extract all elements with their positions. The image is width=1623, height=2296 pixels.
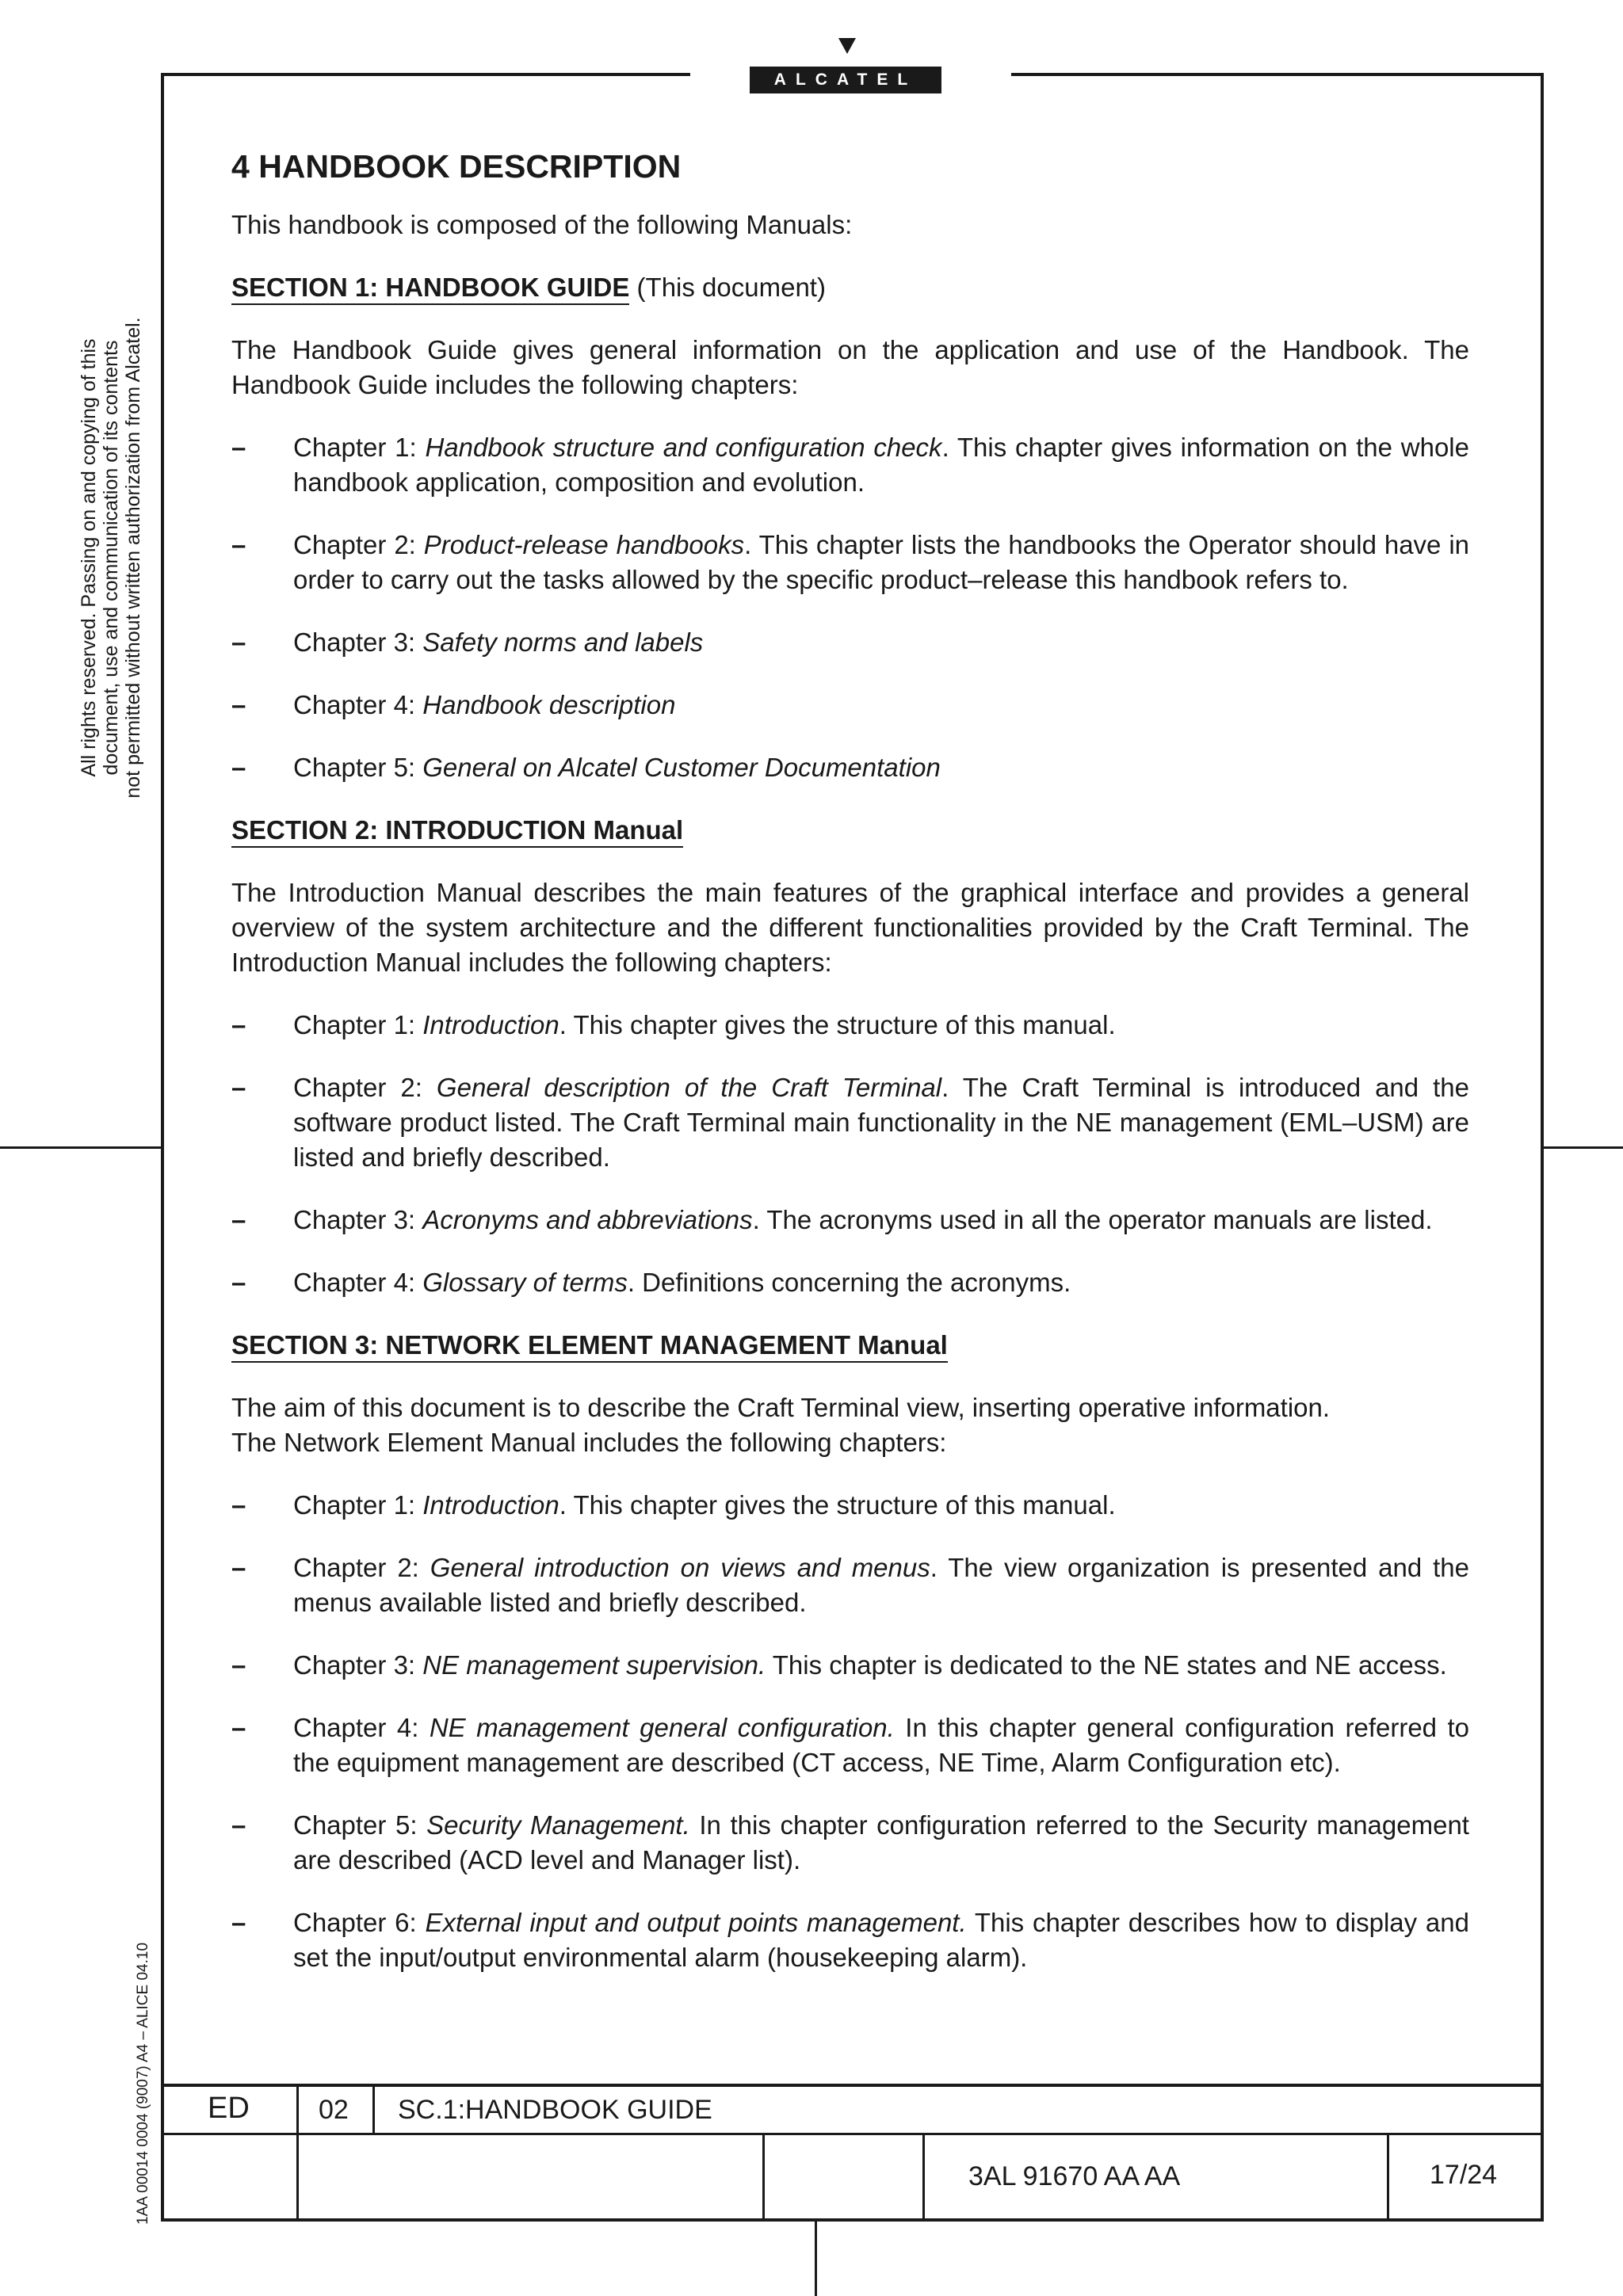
chapter-title: Introduction: [422, 1010, 559, 1039]
doc-code: 1AA 00014 0004 (9007) A4 – ALICE 04.10: [135, 1942, 151, 2225]
chapter-label: Chapter 5:: [293, 1810, 427, 1840]
binding-mark-bottom: [815, 2220, 817, 2296]
bullet-dash: –: [231, 627, 246, 657]
section-3-header: [231, 1328, 1469, 1363]
chapter-text: . The acronyms used in all the operator manuals are listed.: [752, 1205, 1433, 1234]
chapter-title: Security Management.: [426, 1810, 690, 1840]
chapter-title: Safety norms and labels: [422, 627, 704, 657]
chapter-item: [231, 1008, 1469, 1043]
bullet-dash: –: [231, 1268, 246, 1297]
section-3-chapters: [231, 1488, 1469, 1975]
chapter-title: Introduction: [422, 1490, 559, 1520]
chapter-item: [231, 1070, 1469, 1175]
chapter-text: . This chapter gives the structure of this manual.: [559, 1490, 1116, 1520]
chapter-text: This chapter is dedicated to the NE states and NE access.: [766, 1650, 1447, 1680]
chapter-text: . This chapter lists the handbooks the Operator should have in order to carry out the tasks allowed by the specific product–release this handbook refers to.: [293, 530, 1470, 594]
section-2-header: [231, 813, 1469, 848]
chapter-title: Handbook structure and configuration check: [425, 433, 942, 462]
section-description: The Introduction Manual describes the main features of the graphical interface and provides a general overview of the system architecture and the different functionalities provided by the Craft Terminal. The Introduction Manual includes the following chapters:: [231, 878, 1469, 977]
bullet-dash: –: [231, 1010, 246, 1039]
ed-label: ED: [208, 2092, 250, 2125]
chapter-text: . Definitions concerning the acronyms.: [627, 1268, 1071, 1297]
rights-notice-line: All rights reserved. Passing on and copying of this: [78, 338, 100, 777]
chapter-text: This chapter describes how to display and set the input/output environmental alarm (housekeeping alarm).: [293, 1908, 1469, 1972]
chapter-label: Chapter 1:: [293, 433, 426, 462]
footer-col-1: [296, 2084, 299, 2220]
bullet-dash: –: [231, 1073, 246, 1102]
footer-top-line: [161, 2084, 1544, 2087]
bullet-dash: –: [231, 1908, 246, 1937]
section-note: (This document): [629, 273, 826, 302]
chapter-item: [231, 1648, 1469, 1683]
rights-notice: [78, 280, 165, 835]
bullet-dash: –: [231, 753, 246, 782]
footer-col-2: [372, 2084, 375, 2134]
chapter-item: [231, 1711, 1469, 1780]
footer-mid-line: [161, 2133, 1544, 2135]
alcatel-logo: [748, 38, 943, 95]
chapter-label: Chapter 5:: [293, 753, 423, 782]
chapter-label: Chapter 2:: [293, 1073, 437, 1102]
chapter-text: . This chapter gives the structure of this manual.: [559, 1010, 1116, 1039]
chapter-label: Chapter 4:: [293, 1713, 430, 1742]
page-title: 4 HANDBOOK DESCRIPTION: [231, 148, 682, 185]
chapter-text: . This chapter gives information on the whole handbook application, composition and evolution.: [293, 433, 1469, 497]
chapter-title: External input and output points management.: [425, 1908, 967, 1937]
intro-text: This handbook is composed of the following Manuals:: [231, 210, 853, 239]
chapter-title: Product-release handbooks: [423, 530, 745, 559]
logo-triangle-icon: [838, 38, 856, 54]
ed-value: 02: [319, 2095, 349, 2125]
bullet-dash: –: [231, 690, 246, 719]
section-1-chapters: [231, 430, 1469, 785]
section-title: SECTION 1: HANDBOOK GUIDE: [231, 272, 629, 305]
footer-col-4: [922, 2133, 925, 2220]
rights-notice-line: not permitted without written authorization from Alcatel.: [122, 317, 144, 799]
bullet-dash: –: [231, 1490, 246, 1520]
description-line: The Network Element Manual includes the following chapters:: [231, 1428, 947, 1457]
bullet-dash: –: [231, 1650, 246, 1680]
chapter-label: Chapter 2:: [293, 530, 424, 559]
chapter-label: Chapter 3:: [293, 1205, 423, 1234]
section-title: SECTION 3: NETWORK ELEMENT MANAGEMENT Manual: [231, 1329, 948, 1363]
chapter-item: [231, 1808, 1469, 1878]
description-line: The aim of this document is to describe the Craft Terminal view, inserting operative information.: [231, 1393, 1331, 1422]
chapter-item: [231, 1550, 1469, 1620]
chapter-title: General on Alcatel Customer Documentation: [422, 753, 941, 782]
bullet-dash: –: [231, 433, 246, 462]
bullet-dash: –: [231, 1713, 246, 1742]
chapter-item: [231, 528, 1469, 597]
chapter-text: . The view organization is presented and the menus available listed and briefly described.: [293, 1553, 1470, 1617]
chapter-item: [231, 750, 1469, 785]
chapter-item: [231, 1203, 1469, 1238]
frame-top-left: [161, 73, 690, 76]
section-2-chapters: [231, 1008, 1469, 1300]
chapter-title: NE management supervision.: [422, 1650, 766, 1680]
main-content: [231, 144, 1469, 2003]
fold-mark-right: [1544, 1146, 1623, 1149]
chapter-label: Chapter 6:: [293, 1908, 426, 1937]
section-label: SC.1:HANDBOOK GUIDE: [398, 2095, 712, 2125]
chapter-item: [231, 688, 1469, 723]
footer-col-3: [762, 2133, 765, 2220]
footer-col-5: [1387, 2133, 1389, 2220]
chapter-text: . The Craft Terminal is introduced and the software product listed. The Craft Terminal main functionality in the NE management (EML–USM) are listed and briefly described.: [293, 1073, 1470, 1172]
chapter-item: [231, 430, 1469, 500]
bullet-dash: –: [231, 1205, 246, 1234]
chapter-item: [231, 1265, 1469, 1300]
logo-text: ALCATEL: [750, 67, 941, 93]
section-title: SECTION 2: INTRODUCTION Manual: [231, 814, 683, 848]
chapter-item: [231, 625, 1469, 660]
page-number: 17/24: [1430, 2160, 1498, 2190]
chapter-title: NE management general configuration.: [429, 1713, 895, 1742]
rights-notice-line: document, use and communication of its contents: [100, 340, 122, 776]
doc-number: 3AL 91670 AA AA: [968, 2161, 1181, 2191]
chapter-label: Chapter 1:: [293, 1010, 423, 1039]
section-description: The Handbook Guide gives general information on the application and use of the Handbook. The Handbook Guide includes the following chapters:: [231, 335, 1469, 399]
chapter-text: In this chapter configuration referred to the Security management are described (ACD level and Manager list).: [293, 1810, 1469, 1875]
chapter-label: Chapter 4:: [293, 690, 423, 719]
bullet-dash: –: [231, 1810, 246, 1840]
chapter-title: Acronyms and abbreviations: [422, 1205, 753, 1234]
frame-bottom: [161, 2218, 1544, 2222]
chapter-title: General introduction on views and menus: [430, 1553, 930, 1582]
section-description: [231, 1390, 1469, 1460]
chapter-item: [231, 1488, 1469, 1523]
chapter-text: In this chapter general configuration referred to the equipment management are described (CT access, NE Time, Alarm Configuration etc).: [293, 1713, 1469, 1777]
chapter-label: Chapter 1:: [293, 1490, 423, 1520]
chapter-label: Chapter 3:: [293, 627, 423, 657]
bullet-dash: –: [231, 530, 246, 559]
chapter-title: General description of the Craft Terminal: [436, 1073, 942, 1102]
chapter-label: Chapter 3:: [293, 1650, 423, 1680]
chapter-title: Glossary of terms: [422, 1268, 628, 1297]
chapter-label: Chapter 4:: [293, 1268, 423, 1297]
frame-top-right: [1011, 73, 1544, 76]
section-1-header: [231, 270, 1469, 305]
chapter-item: [231, 1905, 1469, 1975]
bullet-dash: –: [231, 1553, 246, 1582]
chapter-label: Chapter 2:: [293, 1553, 430, 1582]
fold-mark-left: [0, 1146, 161, 1149]
chapter-title: Handbook description: [422, 690, 676, 719]
